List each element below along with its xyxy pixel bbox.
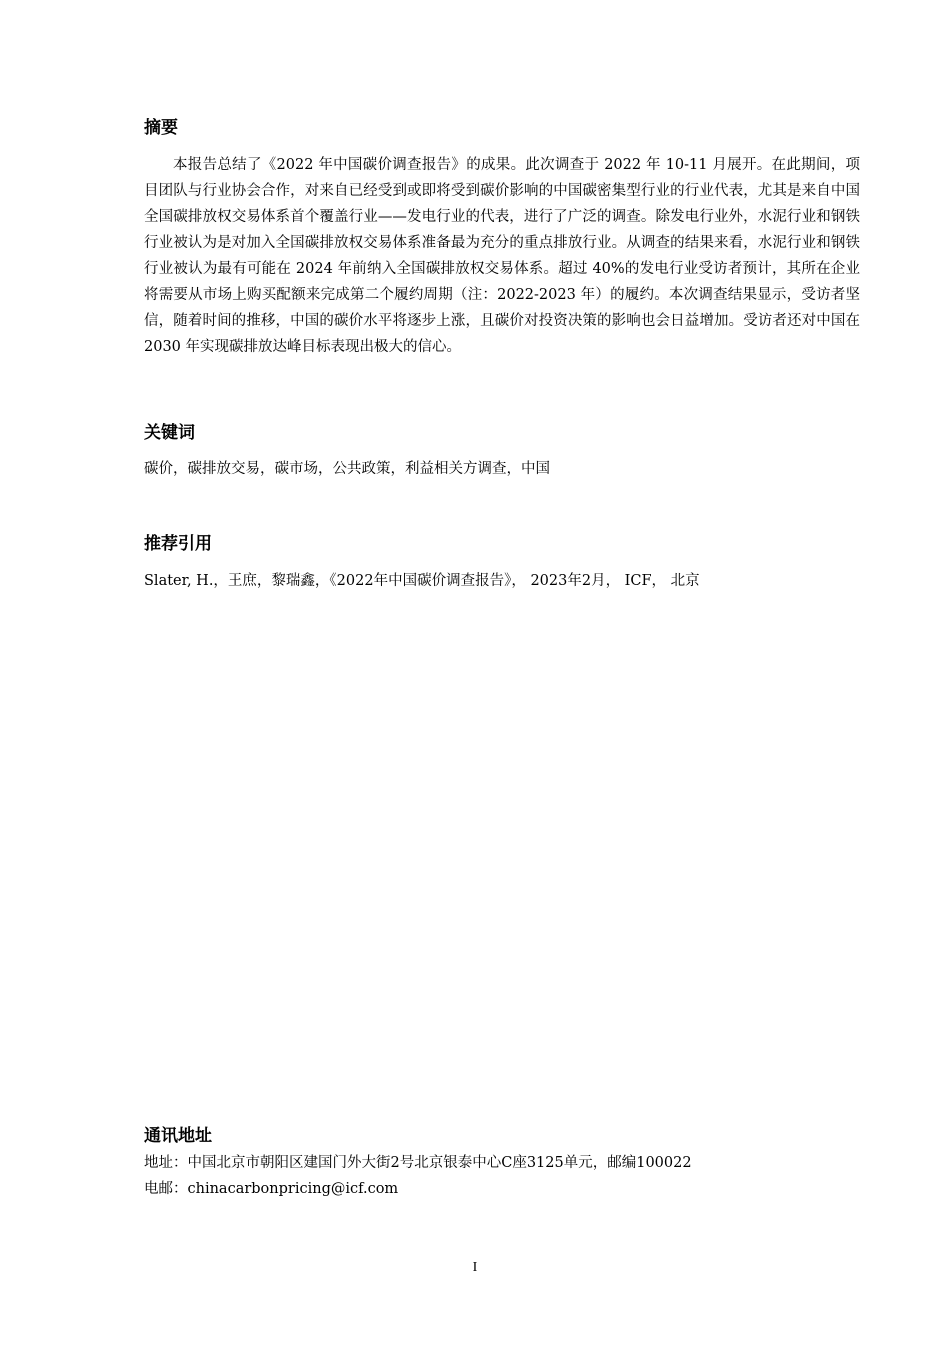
keywords-heading: 关键词 <box>144 423 195 443</box>
contact-address: 地址：中国北京市朝阳区建国门外大街2号北京银泰中心C座3125单元，邮编100022 <box>144 1155 692 1171</box>
citation-text: Slater, H.，王庶，黎瑞鑫，《2022年中国碳价调查报告》， 2023年2月， ICF， 北京 <box>144 573 700 589</box>
abstract-heading: 摘要 <box>144 118 178 138</box>
keywords-text: 碳价，碳排放交易，碳市场，公共政策，利益相关方调查，中国 <box>144 461 550 477</box>
abstract-paragraph: 本报告总结了《2022 年中国碳价调查报告》的成果。此次调查于 2022 年 10-11 月展开。在此期间，项目团队与行业协会合作，对来自已经受到或即将受到碳价影响的中国碳密集型行业的行业代表，尤其是来自中国全国碳排放权交易体系首个覆盖行业——发电行业的代表，进行了广泛的调查。除发电行业外，水泥行业和钢铁行业被认为是对加入全国碳排放权交易体系准备最为充分的重点排放行业。从调查的结果来看，水泥行业和钢铁行业被认为最有可能在 2024 年前纳入全国碳排放权交易体系。超过 40%的发电行业受访者预计，其所在企业将需要从市场上购买配额来完成第二个履约周期（注：2022-2023 年）的履约。本次调查结果显示，受访者坚信，随着时间的推移，中国的碳价水平将逐步上涨，且碳价对投资决策的影响也会日益增加。受访者还对中国在 2030 年实现碳排放达峰目标表现出极大的信心。 <box>144 157 860 355</box>
contact-heading: 通讯地址 <box>144 1126 212 1146</box>
citation-heading: 推荐引用 <box>144 534 212 554</box>
contact-email: 电邮：chinacarbonpricing@icf.com <box>144 1181 399 1197</box>
page-number: I <box>472 1260 478 1275</box>
